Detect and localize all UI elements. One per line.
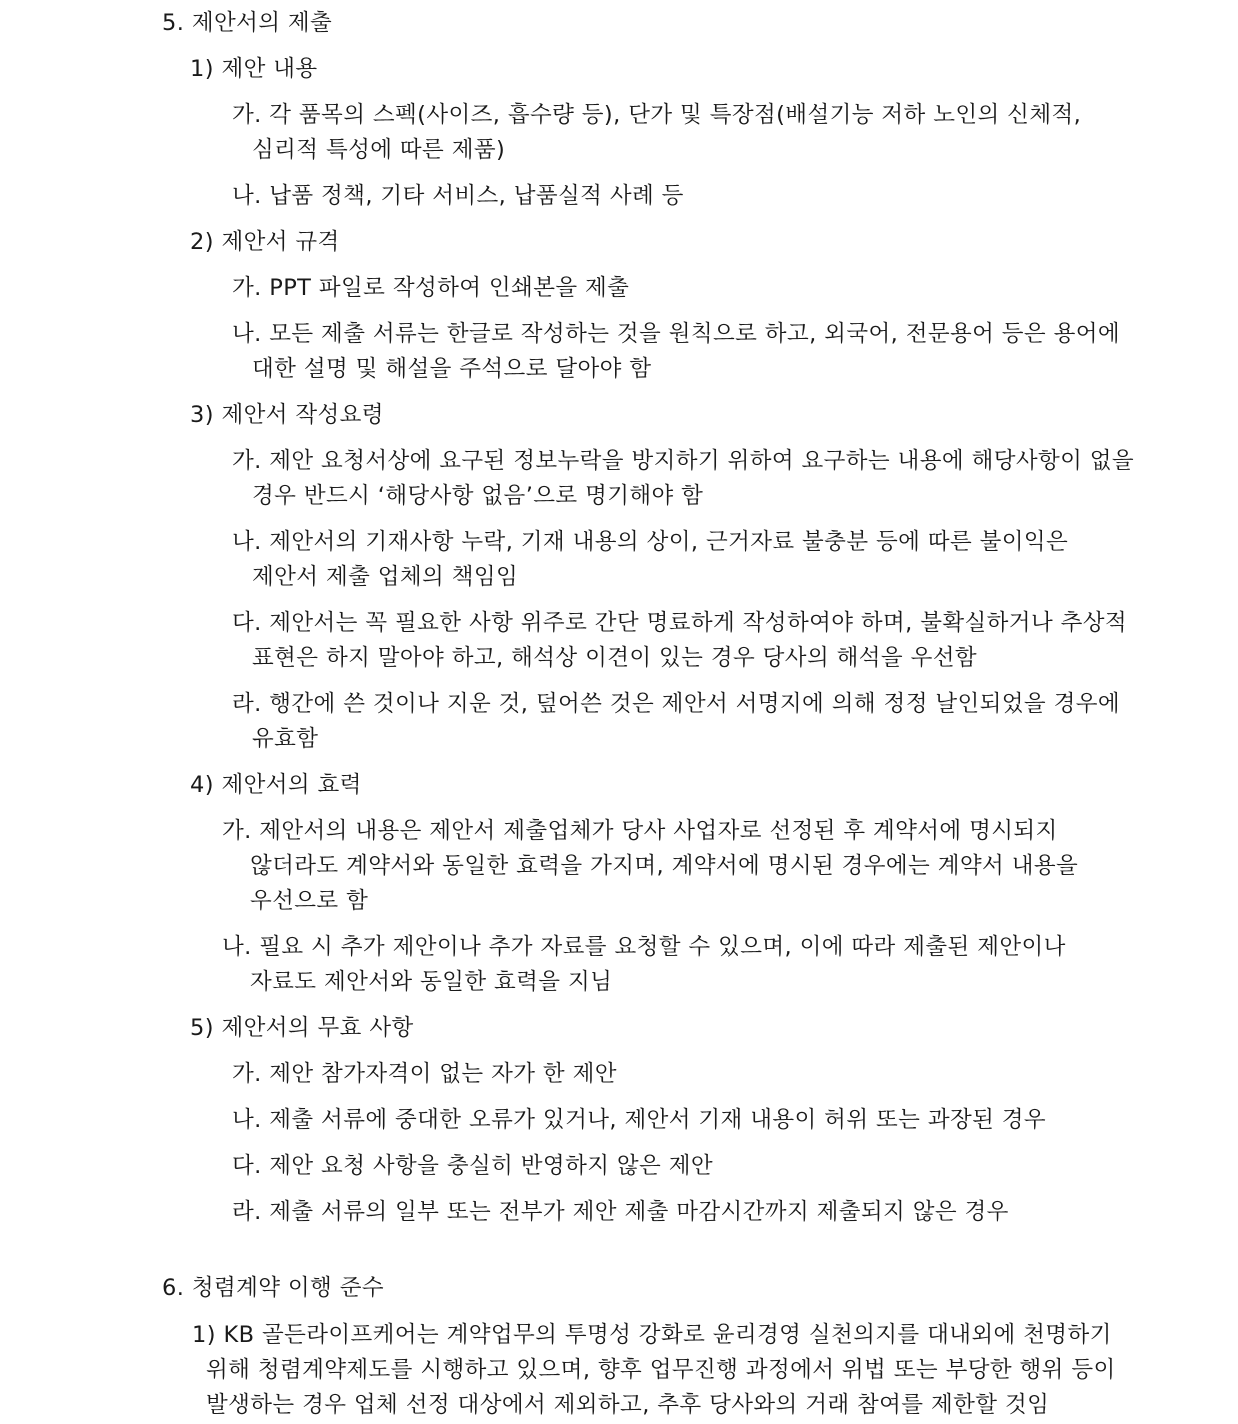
item-5-4-ga-line-1: 가. 제안서의 내용은 제안서 제출업체가 당사 사업자로 선정된 후 계약서에 명시되지 bbox=[222, 818, 1058, 844]
section-6-title: 6. 청렴계약 이행 준수 bbox=[162, 1275, 385, 1301]
item-5-1-na-line-1: 나. 납품 정책, 기타 서비스, 납품실적 사례 등 bbox=[232, 183, 684, 209]
subsection-5-4-title: 4) 제안서의 효력 bbox=[190, 772, 362, 798]
item-5-4-ga-line-2: 않더라도 계약서와 동일한 효력을 가지며, 계약서에 명시된 경우에는 계약서 내용을 bbox=[250, 853, 1079, 879]
item-6-1-line-3: 발생하는 경우 업체 선정 대상에서 제외하고, 추후 당사와의 거래 참여를 제한할 것임 bbox=[206, 1392, 1050, 1418]
item-5-5-na: 나. 제출 서류에 중대한 오류가 있거나, 제안서 기재 내용이 허위 또는 과장된 경우 bbox=[232, 1107, 1047, 1133]
item-6-1-line-1: 1) KB 골든라이프케어는 계약업무의 투명성 강화로 윤리경영 실천의지를 대내외에 천명하기 bbox=[192, 1322, 1112, 1348]
item-5-4-ga-line-3: 우선으로 함 bbox=[250, 888, 369, 914]
item-5-5-ra: 라. 제출 서류의 일부 또는 전부가 제안 제출 마감시간까지 제출되지 않은 경우 bbox=[232, 1199, 1009, 1225]
item-5-3-da-line-1: 다. 제안서는 꼭 필요한 사항 위주로 간단 명료하게 작성하여야 하며, 불확실하거나 추상적 bbox=[232, 610, 1128, 636]
subsection-5-5-title: 5) 제안서의 무효 사항 bbox=[190, 1015, 414, 1041]
item-5-5-da: 다. 제안 요청 사항을 충실히 반영하지 않은 제안 bbox=[232, 1153, 713, 1179]
item-5-3-ga-line-2: 경우 반드시 ‘해당사항 없음’으로 명기해야 함 bbox=[252, 483, 704, 509]
item-6-1-line-2: 위해 청렴계약제도를 시행하고 있으며, 향후 업무진행 과정에서 위법 또는 부당한 행위 등이 bbox=[206, 1357, 1116, 1383]
item-5-3-na-line-1: 나. 제안서의 기재사항 누락, 기재 내용의 상이, 근거자료 불충분 등에 따른 불이익은 bbox=[232, 529, 1069, 555]
item-5-1-ga-line-1: 가. 각 품목의 스펙(사이즈, 흡수량 등), 단가 및 특장점(배설기능 저하 노인의 신체적, bbox=[232, 102, 1082, 128]
item-5-3-na-line-2: 제안서 제출 업체의 책임임 bbox=[252, 564, 519, 590]
item-5-4-na-line-2: 자료도 제안서와 동일한 효력을 지님 bbox=[250, 969, 613, 995]
section-5-title: 5. 제안서의 제출 bbox=[162, 10, 333, 36]
item-5-4-na-line-1: 나. 필요 시 추가 제안이나 추가 자료를 요청할 수 있으며, 이에 따라 제출된 제안이나 bbox=[222, 934, 1066, 960]
item-5-2-na-line-1: 나. 모든 제출 서류는 한글로 작성하는 것을 원칙으로 하고, 외국어, 전문용어 등은 용어에 bbox=[232, 321, 1121, 347]
item-5-1-ga-line-2: 심리적 특성에 따른 제품) bbox=[252, 137, 506, 163]
subsection-5-2-title: 2) 제안서 규격 bbox=[190, 229, 340, 255]
item-5-3-ra-line-2: 유효함 bbox=[252, 726, 319, 752]
item-5-5-ga: 가. 제안 참가자격이 없는 자가 한 제안 bbox=[232, 1061, 617, 1087]
item-5-3-ra-line-1: 라. 행간에 쓴 것이나 지운 것, 덮어쓴 것은 제안서 서명지에 의해 정정 날인되었을 경우에 bbox=[232, 691, 1121, 717]
item-5-3-ga-line-1: 가. 제안 요청서상에 요구된 정보누락을 방지하기 위하여 요구하는 내용에 해당사항이 없을 bbox=[232, 448, 1135, 474]
item-5-3-da-line-2: 표현은 하지 말아야 하고, 해석상 이견이 있는 경우 당사의 해석을 우선함 bbox=[252, 645, 977, 671]
subsection-5-1-title: 1) 제안 내용 bbox=[190, 56, 318, 82]
item-5-2-ga-line-1: 가. PPT 파일로 작성하여 인쇄본을 제출 bbox=[232, 275, 630, 301]
item-5-2-na-line-2: 대한 설명 및 해설을 주석으로 달아야 함 bbox=[252, 356, 652, 382]
subsection-5-3-title: 3) 제안서 작성요령 bbox=[190, 402, 384, 428]
